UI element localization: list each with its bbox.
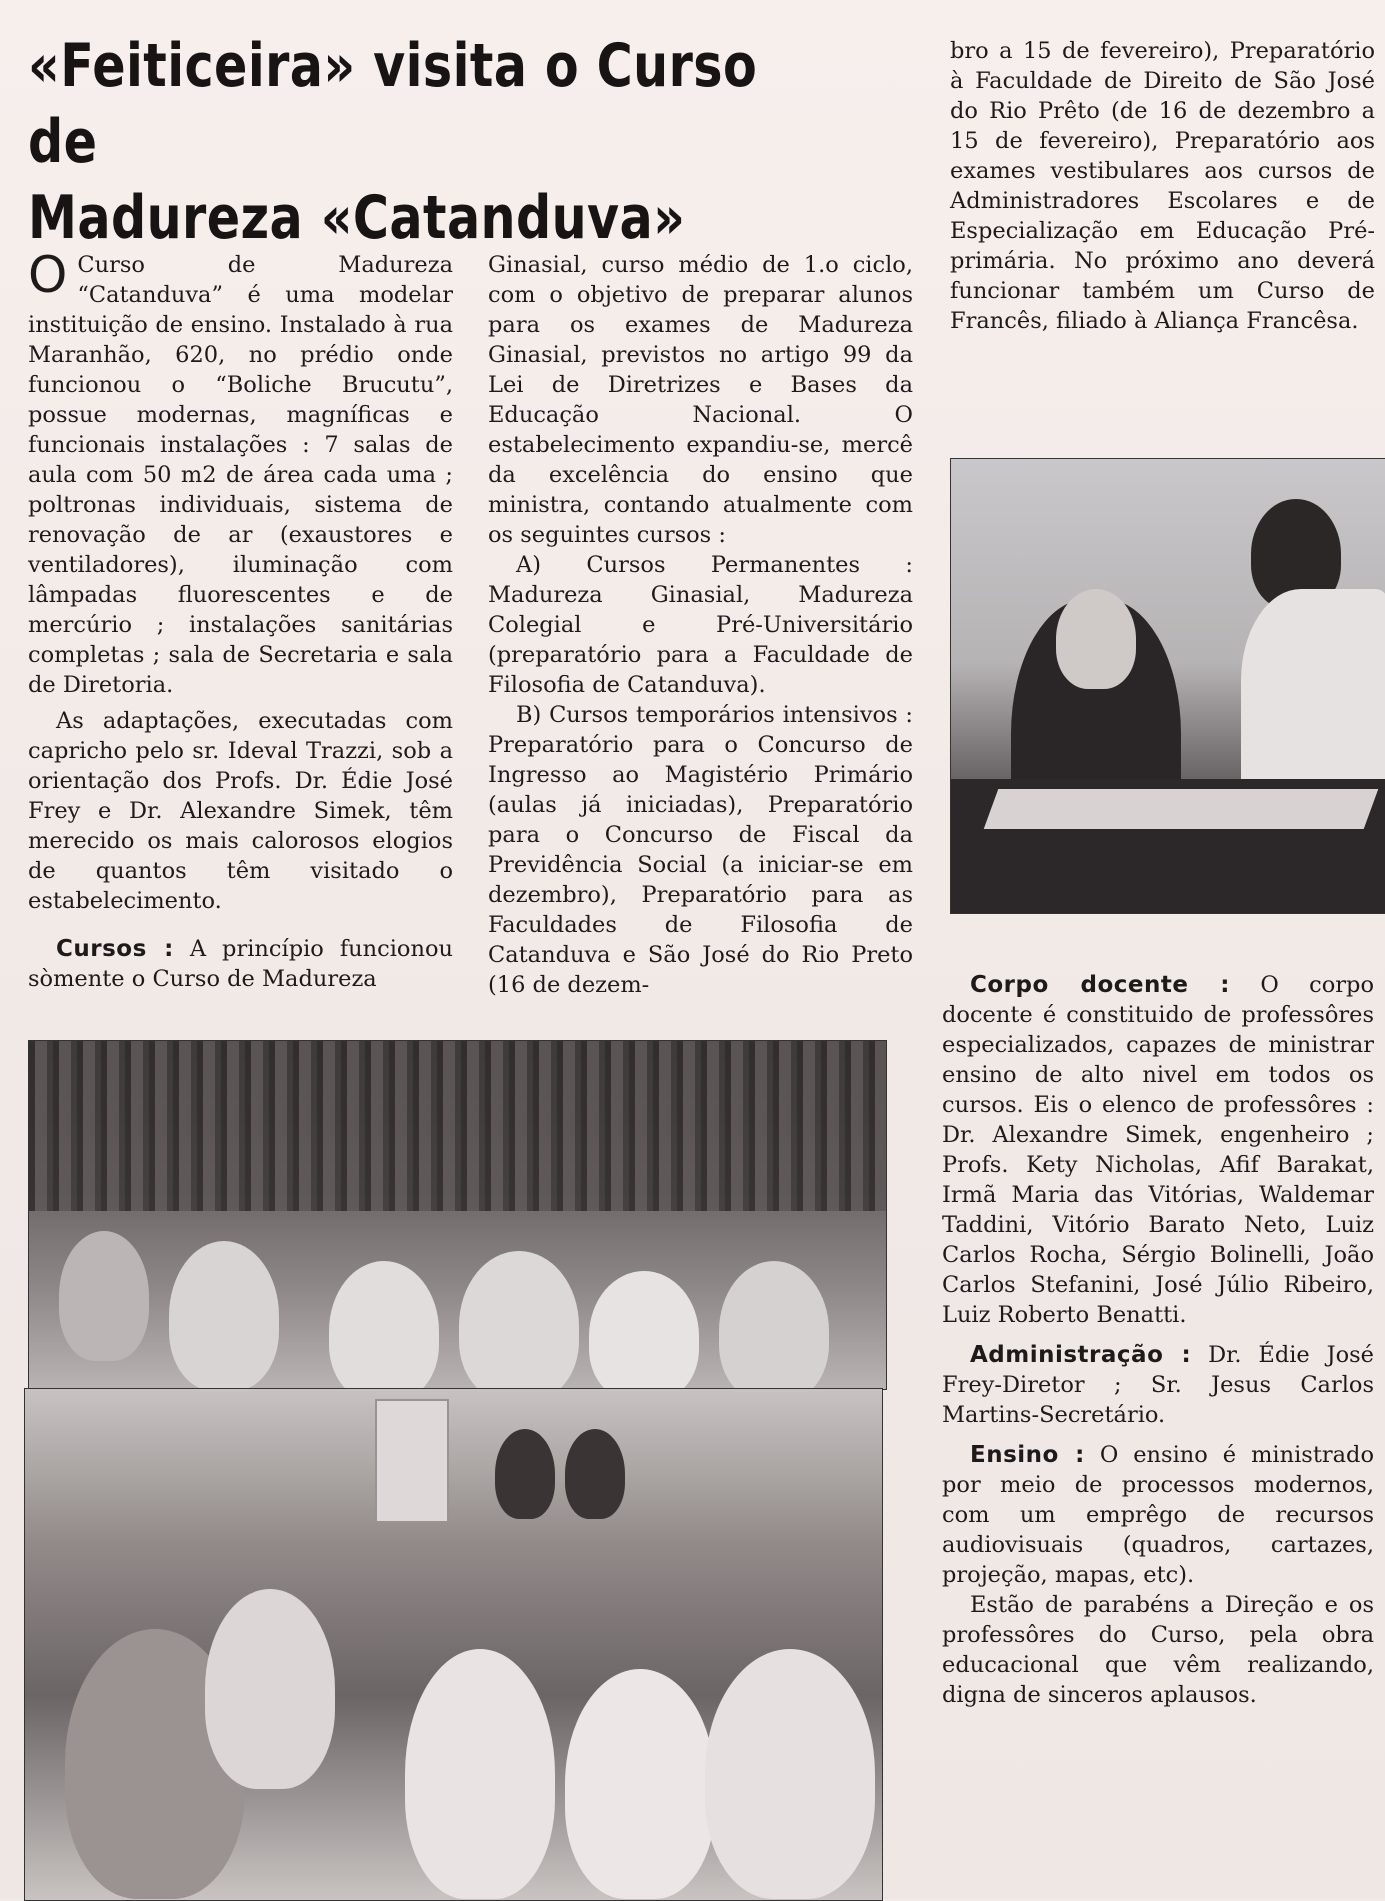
cursos-temporarios: B) Cursos temporários intensivos : Preparatório para o Concurso de Ingresso ao Magistério Primário (aulas já iniciadas), Preparatório para o Concurso de Fiscal da Previdência Social (a iniciar-se em dezembro), Preparatório para as Faculdades de Filosofia de Catanduva e São José do Rio Preto (16 de dezem- xyxy=(488,702,913,998)
administracao-paragraph xyxy=(942,1340,1374,1430)
headline-line-2: Madureza «Catanduva» xyxy=(28,183,686,253)
photo-director-desk xyxy=(950,458,1385,914)
administracao-text: Dr. Édie José Frey-Diretor ; Sr. Jesus Carlos Martins-Secretário. xyxy=(942,1342,1374,1428)
ensino-paragraph xyxy=(942,1440,1374,1590)
photo-classroom-students-1 xyxy=(28,1040,887,1390)
corpo-docente-paragraph xyxy=(942,970,1374,1330)
cursos-permanentes: A) Cursos Permanentes : Madureza Ginasial, Madureza Colegial e Pré-Universitário (preparatório para a Faculdade de Filosofia de Catanduva). xyxy=(488,552,913,698)
photo-classroom-students-2 xyxy=(24,1388,883,1901)
cursos-text-start: A princípio funcionou sòmente o Curso de Madureza xyxy=(28,936,453,992)
cursos-heading: Cursos : xyxy=(56,936,174,962)
administracao-heading: Administração : xyxy=(970,1342,1192,1368)
cursos-temporarios-continued: bro a 15 de fevereiro), Preparatório à Faculdade de Direito de São José do Rio Prêto (de 16 de dezembro a 15 de fevereiro), Preparatório aos exames vestibulares aos cursos de Administradores Escolares e de Especialização em Educação Pré-primária. No próximo ano deverá funcionar também um Curso de Francês, filiado à Aliança Francêsa. xyxy=(950,38,1375,334)
intro-text: Curso de Madureza “Catanduva” é uma modelar instituição de ensino. Instalado à rua Maranhão, 620, no prédio onde funcionou o “Boliche Brucutu”, possue modernas, magníficas e funcionais instalações : 7 salas de aula com 50 m2 de área cada uma ; poltronas individuais, sistema de renovação de ar (exaustores e ventiladores), iluminação com lâmpadas fluorescentes e de mercúrio ; instalações sanitárias completas ; sala de Secretaria e sala de Diretoria. xyxy=(28,252,453,698)
corpo-docente-text: O corpo docente é constituido de professôres especializados, capazes de ministrar ensino de alto nivel em todos os cursos. Eis o elenco de professôres : Dr. Alexandre Simek, engenheiro ; Profs. Kety Nicholas, Afif Barakat, Irmã Maria das Vitórias, Waldemar Taddini, Vitório Barato Neto, Luiz Carlos Rocha, Sérgio Bolinelli, João Carlos Stefanini, José Júlio Ribeiro, Luiz Roberto Benatti. xyxy=(942,972,1375,1328)
column-4 xyxy=(942,970,1374,1710)
column-2 xyxy=(488,250,913,1000)
column-1 xyxy=(28,246,453,994)
ensino-text: O ensino é ministrado por meio de processos modernos, com um emprêgo de recursos audiovisuais (quadros, cartazes, projeção, mapas, etc). xyxy=(942,1442,1374,1588)
closing-paragraph: Estão de parabéns a Direção e os professôres do Curso, pela obra educacional que vêm realizando, digna de sinceros aplausos. xyxy=(942,1592,1374,1708)
adaptations-paragraph: As adaptações, executadas com capricho pelo sr. Ideval Trazzi, sob a orientação dos Profs. Dr. Édie José Frey e Dr. Alexandre Simek, têm merecido os mais calorosos elogios de quantos têm visitado o estabelecimento. xyxy=(28,708,453,914)
ensino-heading: Ensino : xyxy=(970,1442,1085,1468)
article-headline xyxy=(28,28,766,256)
drop-cap: O xyxy=(28,246,68,304)
intro-paragraph xyxy=(28,246,453,700)
headline-line-1: «Feiticeira» visita o Curso de xyxy=(28,31,758,177)
corpo-docente-heading: Corpo docente : xyxy=(970,972,1230,998)
column-3 xyxy=(950,36,1375,336)
cursos-paragraph xyxy=(28,934,453,994)
cursos-text-continued: Ginasial, curso médio de 1.o ciclo, com o objetivo de preparar alunos para os exames de Madureza Ginasial, previstos no artigo 99 da Lei de Diretrizes e Bases da Educação Nacional. O estabelecimento expandiu-se, mercê da excelência do ensino que ministra, contando atualmente com os seguintes cursos : xyxy=(488,252,913,548)
